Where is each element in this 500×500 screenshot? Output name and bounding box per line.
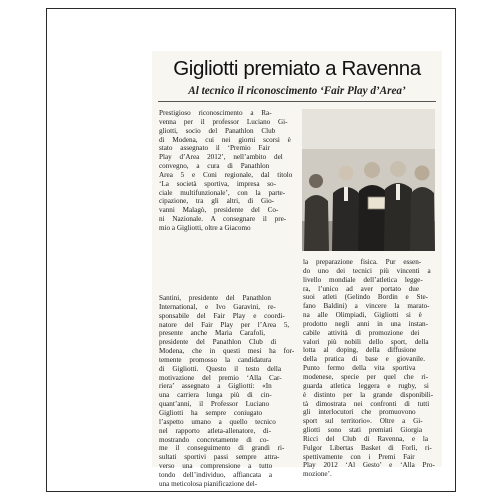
article-text-line: sport sul territorio». Oltre a Gi-	[303, 417, 423, 426]
article-text-line: natore del Fair Play per l’Area 5,	[159, 320, 290, 329]
article-column-right	[303, 258, 437, 479]
article-text-line: Santini, presidente del Panathlon	[159, 294, 271, 302]
article-text-line: Play 2012 ‘Al Gesto’ e ‘Alla Pro-	[303, 461, 435, 470]
article-text-line: ‘La società sportiva, impresa so-	[159, 179, 276, 188]
article-text-line: livello mondiale dell’atletica legge-	[303, 275, 423, 284]
article-text-line: tondo dell’individuo, affiancata a	[159, 470, 273, 479]
article-column-left-top	[159, 109, 298, 233]
article-text-line: ni Nazionale. A consegnare il pre-	[159, 215, 287, 224]
article-text-line: Play d’Area 2012’, nell’ambito del	[159, 153, 283, 162]
article-text-line: cabile attività di promozione dei	[303, 328, 420, 337]
article-text-line: mostrando concretamente di co-	[159, 435, 269, 444]
article-text-line: fano Baldini) a vincere la marato-	[303, 302, 430, 311]
article-text-line: temente promosso la candidatura	[159, 355, 272, 364]
article-text-line: gli interlocutori che promuovono	[303, 408, 416, 417]
article-text-line: gliotti, socio del Panathlon Club	[159, 126, 276, 135]
article-text-line: sultati sportivi passi sempre attra-	[159, 453, 280, 462]
article-text-line: motivazione del premio ‘Alla Car-	[159, 373, 282, 382]
article-text-line: me il conseguimento di grandi ri-	[159, 444, 285, 453]
headline-divider	[158, 101, 436, 102]
article-text-line: guarda atletica leggera e rugby, si	[303, 381, 429, 390]
article-text-line: gliotti sono stati premiati Giorgia	[303, 426, 423, 435]
article-text-line: Gigliotti ha sempre coniugato	[159, 408, 263, 417]
article-text-line: Modena, che in questi mesi ha for-	[159, 347, 295, 356]
article-text-line: presente anche Maria Carafoli,	[159, 329, 266, 338]
article-text-line: riera’ assegnato a Gigliotti: «In	[159, 382, 272, 391]
article-text-line: l’aspetto umano a quello tecnico	[159, 417, 276, 426]
article-text-line: mozione’.	[303, 470, 332, 479]
article-text-line: spettivamente con i Premi Fair	[303, 452, 415, 461]
article-text-line: do uno dei tecnici più vincenti a	[303, 266, 431, 275]
article-text-line: una carriera lunga più di cin-	[159, 391, 272, 400]
newspaper-clipping	[152, 51, 442, 488]
article-text-line: modenese, specie per quel che ri-	[303, 372, 429, 381]
article-text-line: Area 5 e Coni regionale, dal titolo	[159, 170, 293, 179]
article-text-line: della pratica di base e giovanile.	[303, 355, 425, 364]
article-text-line: tà dimostrata nei confronti di tutti	[303, 399, 430, 408]
article-text-line: verso una comprensione a tutto	[159, 462, 273, 471]
article-text-line: la preparazione fisica. Pur essen-	[303, 258, 422, 266]
article-text-line: ciale multifunzionale’, con la parte-	[159, 188, 286, 197]
article-text-line: convegno, a cura di Panathlon	[159, 162, 270, 171]
article-text-line: Fulgor Libertas Basket di Forlì, ri-	[303, 443, 432, 452]
article-text-line: Punto fermo della vita sportiva	[303, 364, 416, 373]
article-text-line: venna per il professor Luciano Gi-	[159, 117, 288, 126]
article-column-left-bottom	[159, 294, 301, 489]
article-text-line: International, e Ivo Garavini, re-	[159, 302, 276, 311]
article-text-line: Ricci del Club di Ravenna, e la	[303, 434, 429, 443]
article-text-line: presidente del Panathlon Club di	[159, 338, 277, 347]
article-text-line: lotta al doping, della diffusione	[303, 346, 417, 355]
article-text-line: suoi atleti (Gelindo Bordin e Ste-	[303, 293, 428, 302]
article-text-line: stato assegnato il ‘Premio Fair	[159, 144, 270, 153]
article-text-line: di Modena, cui nei giorni scorsi è	[159, 135, 291, 144]
article-text-line: quant’anni, il Professor Luciano	[159, 400, 270, 409]
article-text-line: Prestigioso riconoscimento a Ra-	[159, 109, 272, 117]
article-text-line: nel rapporto atleta-allenatore, di-	[159, 426, 271, 435]
article-headline: Gigliotti premiato a Ravenna	[173, 57, 421, 80]
article-text-line: ra, l’unico ad aver portato due	[303, 284, 420, 293]
article-text-line: valori più nobili dello sport, della	[303, 337, 429, 346]
article-text-line: di Gigliotti. Questo il testo della	[159, 364, 282, 373]
page-frame	[46, 8, 456, 492]
article-text-line: cipazione, tra gli altri, di Gio-	[159, 197, 275, 206]
article-subtitle: Al tecnico il riconoscimento ‘Fair Play d’Area’	[188, 85, 406, 97]
article-text-line: è distinto per la grande disponibili-	[303, 390, 434, 399]
article-text-line: prodotto negli anni in una instan-	[303, 319, 428, 328]
award-ceremony-photo	[302, 109, 435, 251]
article-text-line: na alle Olimpiadi, Gigliotti si è	[303, 311, 422, 320]
article-text-line: una meticolosa pianificazione del-	[159, 479, 258, 488]
article-text-line: sponsabile del Fair Play e coordi-	[159, 311, 285, 320]
award-ceremony-photo-image	[302, 109, 435, 251]
article-text-line: vanni Malagò, presidente del Co-	[159, 206, 279, 215]
article-text-line: mio a Gigliotti, oltre a Giacomo	[159, 223, 251, 232]
